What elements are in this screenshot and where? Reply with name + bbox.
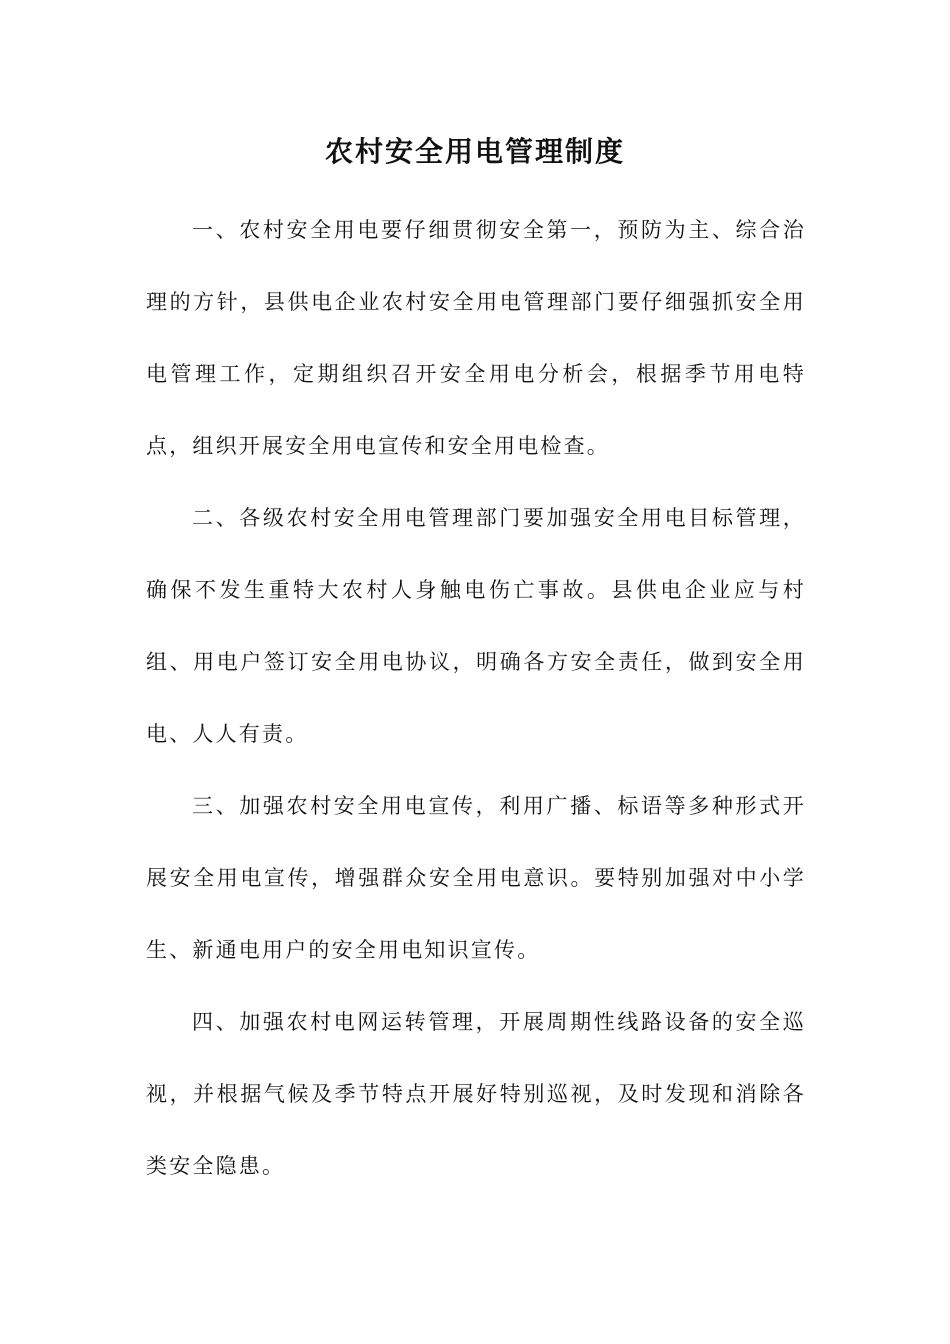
document-body: [146, 194, 806, 1202]
paragraph-2: 二、各级农村安全用电管理部门要加强安全用电目标管理，确保不发生重特大农村人身触电伤亡事故。县供电企业应与村组、用电户签订安全用电协议，明确各方安全责任，做到安全用电、人人有责。: [146, 506, 806, 746]
document-title: 农村安全用电管理制度: [324, 135, 625, 168]
paragraph-4: 四、加强农村电网运转管理，开展周期性线路设备的安全巡视，并根据气候及季节特点开展好特别巡视，及时发现和消除各类安全隐患。: [146, 1010, 806, 1178]
paragraph-1: 一、农村安全用电要仔细贯彻安全第一，预防为主、综合治理的方针，县供电企业农村安全用电管理部门要仔细强抓安全用电管理工作，定期组织召开安全用电分析会，根据季节用电特点，组织开展安全用电宣传和安全用电检查。: [146, 218, 806, 458]
paragraph-3: 三、加强农村安全用电宣传，利用广播、标语等多种形式开展安全用电宣传，增强群众安全用电意识。要特别加强对中小学生、新通电用户的安全用电知识宣传。: [146, 794, 806, 962]
